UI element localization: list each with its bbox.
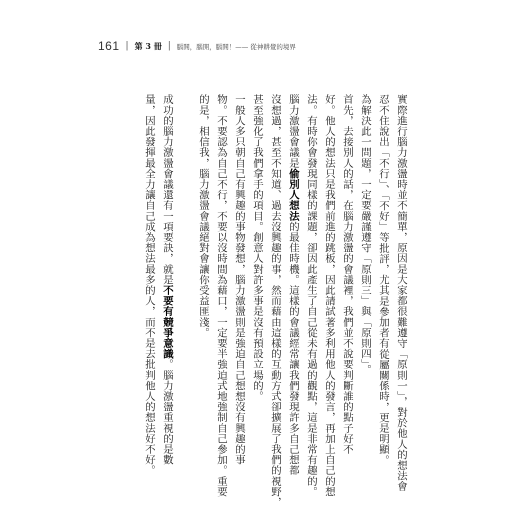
- text-column: [285, 94, 300, 476]
- text-run: 腦力激盪會議是: [287, 94, 299, 169]
- text-column: [213, 94, 228, 497]
- text-column: [141, 94, 156, 476]
- body-text: [140, 94, 408, 507]
- text-column: [159, 94, 174, 465]
- text-column: [357, 94, 372, 375]
- text-run: 為解決此一問題，一定要嚴謹遵守「原則三」與「原則四」。: [359, 94, 371, 375]
- text-run: 沒想過，甚至不知道、過去沒興趣的事，然而藉由這樣的互動方式卻擴展了我們的視野，: [269, 94, 281, 507]
- text-run: 實際進行腦力激盪時並不簡單，原因是大家都很難遵守「原則一」，對於他人的想法會: [395, 94, 407, 492]
- page-number: 161: [98, 39, 120, 53]
- text-run: 的是，相信我，腦力激盪會議絕對會讓你受益匪淺。: [197, 94, 209, 338]
- section-title: 腦開，腦開，腦開！—— 從神耕覺的境界: [176, 42, 296, 51]
- text-run: 法。有時你會發現同樣的課題，卻因此產生了自己從未有過的觀點，這是非常有趣的。: [305, 94, 317, 497]
- text-run: 。腦力激盪重視的是數: [161, 359, 173, 466]
- text-column: [303, 94, 318, 497]
- text-run: 好。他人的想法只是我們前進的跳板，因此請試著多利用他人的發言，再加上自己的想: [323, 94, 335, 497]
- page-header: [98, 38, 296, 54]
- text-column: [249, 94, 264, 401]
- text-column: [339, 94, 354, 454]
- header-separator: |: [125, 41, 129, 51]
- header-separator-2: |: [167, 41, 171, 51]
- text-run: 甚至強化了我們拿手的項目。創意人對許多事是沒有預設立場的。: [251, 94, 263, 402]
- chapter-label: 第 3 冊: [134, 40, 162, 51]
- text-run: 量，因此發揮最全力讓自己成為想法最多的人，而不是去批判他人的想法好不好。: [143, 94, 155, 476]
- text-column: [321, 94, 336, 497]
- text-run: 成功的腦力激盪會議還有一項要訣，就是: [161, 94, 173, 285]
- emphasis-text: 不要有競爭意識: [161, 284, 173, 360]
- emphasis-text: 偷別人想法: [287, 168, 299, 222]
- text-run: 一般人多只朝自己有興趣的事物發想，腦力激盪則是強迫自己想想沒有興趣的事: [233, 94, 245, 465]
- text-column: [375, 94, 390, 465]
- text-run: 物。不要認為自己不行，不要以沒時間為藉口，一定要半強迫式地強制自己參加。重要: [215, 94, 227, 497]
- text-run: 首先，去接別人的話，在腦力激盪的會議裡，我們並不說要判斷誰的點子好不: [341, 94, 353, 455]
- text-run: 的最佳時機。這樣的會議經常讓我們發現許多自己想都: [287, 221, 299, 476]
- text-column: [231, 94, 246, 465]
- text-column: [195, 94, 210, 338]
- text-column: [267, 94, 282, 507]
- text-column: [393, 94, 408, 492]
- text-run: 忍不住說出「不行」、「不好」等批評，尤其是參加者有從屬關係時，更是明顯。: [377, 94, 389, 466]
